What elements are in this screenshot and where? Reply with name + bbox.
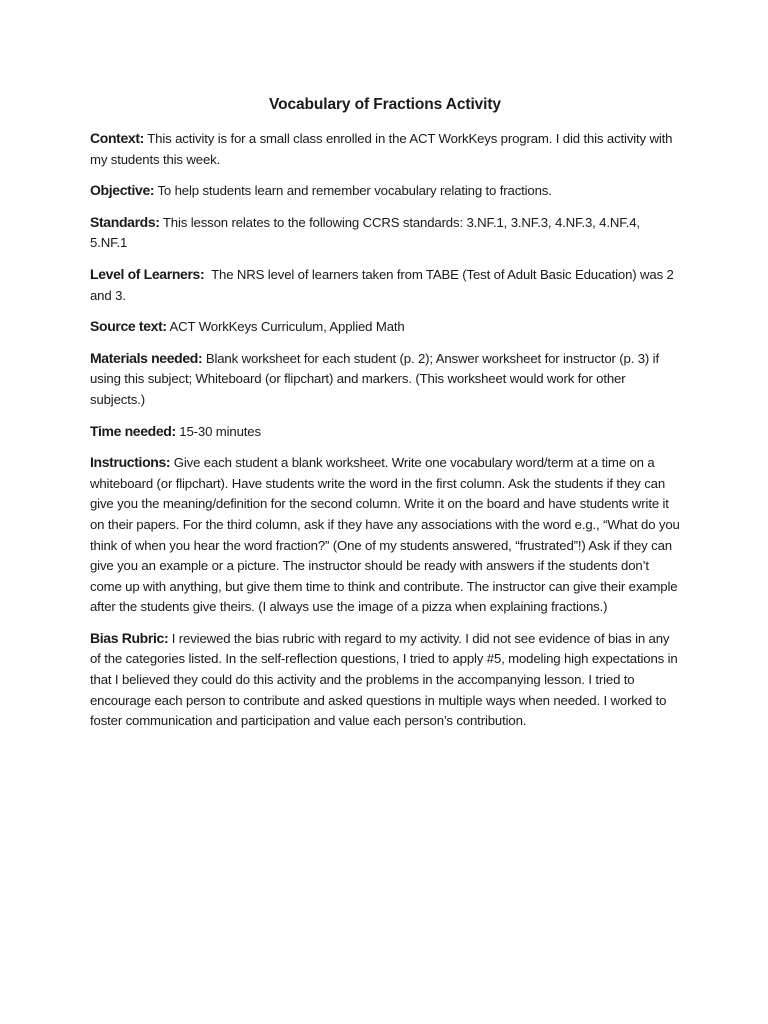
section-label: Source text: [90, 318, 167, 335]
section-time-needed [90, 421, 680, 443]
section-text: To help students learn and remember vocabulary relating to fractions. [154, 183, 552, 199]
section-text: Give each student a blank worksheet. Write one vocabulary word/term at a time on a whiteboard (or flipchart). Have students write the word in the first column. Ask the students if they can give you the meaning/definition for the second column. Write it on the board and have students write it on their papers. For the third column, ask if they have any associations with the word e.g., “What do you think of when you hear the word fraction?” (One of my students answered, “frustrated”!) Ask if they can give you an example or a picture. The instructor should be ready with answers if the students don’t come up with anything, but give them time to think and contribute. The instructor can give their example after the students give theirs. (I always use the image of a pizza when explaining fractions.) [90, 455, 680, 615]
section-label: Objective: [90, 182, 155, 199]
document-page [90, 94, 680, 742]
section-context [90, 128, 680, 170]
section-label: Standards: [90, 213, 160, 230]
section-text: ACT WorkKeys Curriculum, Applied Math [166, 319, 405, 335]
section-materials-needed [90, 348, 680, 411]
section-text: I reviewed the bias rubric with regard to my activity. I did not see evidence of bias in any of the categories listed. In the self-reflection questions, I tried to apply #5, modeling high expectations in that I believed they could do this activity and the problems in the accompanying lesson. I tried to encourage each person to contribute and asked questions in multiple ways when needed. I worked to foster communication and participation and value each person’s contribution. [90, 630, 678, 729]
section-label: Materials needed: [90, 349, 203, 366]
section-label: Instructions: [90, 454, 171, 471]
section-text: 15-30 minutes [175, 423, 261, 439]
document-title: Vocabulary of Fractions Activity [269, 96, 501, 113]
section-text: The NRS level of learners taken from TABE (Test of Adult Basic Education) was 2 and 3. [90, 266, 678, 303]
section-level-of-learners [90, 264, 680, 306]
section-source-text [90, 316, 680, 338]
section-text: This activity is for a small class enrolled in the ACT WorkKeys program. I did this activity with my students this week. [90, 131, 673, 167]
section-text: This lesson relates to the following CCRS standards: 3.NF.1, 3.NF.3, 4.NF.3, 4.NF.4, 5.NF.1 [90, 214, 640, 251]
section-standards [90, 212, 680, 254]
section-label: Time needed: [90, 422, 176, 439]
section-instructions [90, 452, 680, 618]
section-text: Blank worksheet for each student (p. 2); Answer worksheet for instructor (p. 3) if using this subject; Whiteboard (or flipchart) and markers. (This worksheet would work for other subjects.) [90, 350, 659, 407]
section-label: Bias Rubric: [90, 629, 169, 646]
section-objective [90, 180, 680, 202]
section-label: Context: [90, 130, 144, 146]
section-label: Level of Learners: [90, 265, 205, 282]
section-bias-rubric [90, 628, 680, 732]
